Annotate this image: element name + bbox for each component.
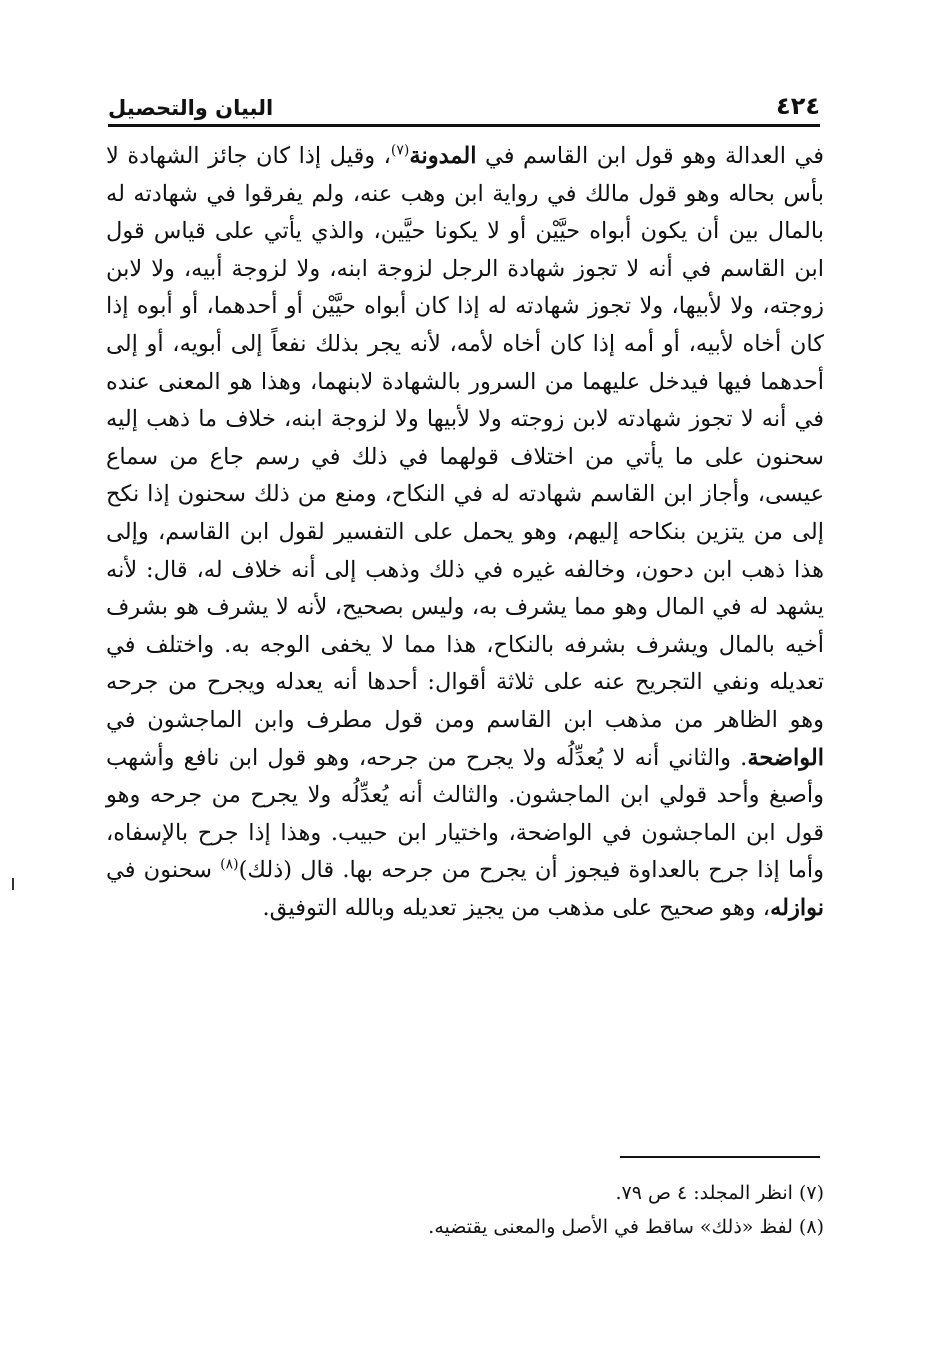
footnotes: [106, 1176, 824, 1244]
text-segment: سحنون في: [106, 857, 221, 884]
text-segment: ، وقيل إذا كان جائز الشهادة لا بأس بحاله وهو قول مالك في رواية ابن وهب عنه، ولم يفرقوا في شهادته له بالمال بين أن يكون أبواه حيَّيْن أو لا يكونا حيَّين، والذي يأتي على قياس قول ابن القاسم في أنه لا تجوز شهادة الرجل لزوجة ابنه، ولا لزوجة أبيه، ولا لابن زوجته، ولا لأبيها، ولا تجوز شهادته له إذا كان أبواه حيَّيْن أو أحدهما، أو أبوه إذا كان أخاه لأبيه، أو أمه إذا كان أخاه لأمه، لأنه يجر بذلك نفعاً إلى أبويه، أو إلى أحدهما فيها فيدخل عليهما من السرور بالشهادة لابنهما، وهذا هو المعنى عنده في أنه لا تجوز شهادته لابن زوجته ولا لأبيها ولا لزوجة ابنه، خلاف ما ذهب إليه سحنون على ما يأتي من اختلاف قولهما في ذلك في رسم جاع من سماع عيسى، وأجاز ابن القاسم شهادته له في النكاح، ومنع من ذلك سحنون إذا نكح إلى من يتزين بنكاحه إليهم، وهو يحمل على التفسير لقول ابن القاسم، وإلى هذا ذهب ابن دحون، وخالفه غيره في ذلك وذهب إلى أنه خلاف له، قال: لأنه يشهد له في المال وهو مما يشرف به، وليس بصحيح، لأنه لا يشرف هو بشرف أخيه بالمال ويشرف بشرفه بالنكاح، هذا مما لا يخفى الوجه به. واختلف في تعديله ونفي التجريح عنه على ثلاثة أقوال: أحدها أنه يعدله ويجرح من جرحه وهو الظاهر من مذهب ابن القاسم ومن قول مطرف وابن الماجشون في: [106, 143, 825, 733]
page-header: [108, 84, 820, 120]
running-title: البيان والتحصيل: [108, 96, 274, 120]
text-segment: ، وهو صحيح على مذهب من يجيز تعديله وبالله التوفيق.: [262, 894, 771, 921]
text-segment: . والثاني أنه لا يُعدِّلُه ولا يجرح من جرحه، وهو قول ابن نافع وأشهب وأصبغ وأحد قولي ابن الماجشون. والثالث أنه يُعدِّلُه ولا يجرح من جرحه وهو قول ابن الماجشون في الواضحة، واختيار ابن حبيب. وهذا إذا جرح بالإسفاه، وأما إذا جرح بالعداوة فيجوز أن يجرح من جرحه بها. قال (ذلك): [106, 744, 824, 884]
main-text: [106, 138, 824, 927]
bold-term-mudawwana: المدونة: [409, 143, 477, 169]
bold-term-nawazil: نوازله: [770, 894, 824, 921]
footnote-8: (٨) لفظ «ذلك» ساقط في الأصل والمعنى يقتضيه.: [428, 1216, 824, 1238]
footnote-separator: [620, 1156, 820, 1158]
margin-mark: [12, 878, 14, 890]
header-rule: [108, 124, 820, 127]
footnote-ref-8[interactable]: (٨): [220, 856, 239, 873]
text-segment: في العدالة وهو قول ابن القاسم في: [476, 143, 824, 169]
bold-term-wadiha: الواضحة: [747, 744, 824, 771]
footnote-ref-7[interactable]: (٧): [390, 142, 410, 159]
page-number: ٤٢٤: [776, 92, 820, 120]
footnote-7: (٧) انظر المجلد: ٤ ص ٧٩.: [615, 1182, 824, 1204]
